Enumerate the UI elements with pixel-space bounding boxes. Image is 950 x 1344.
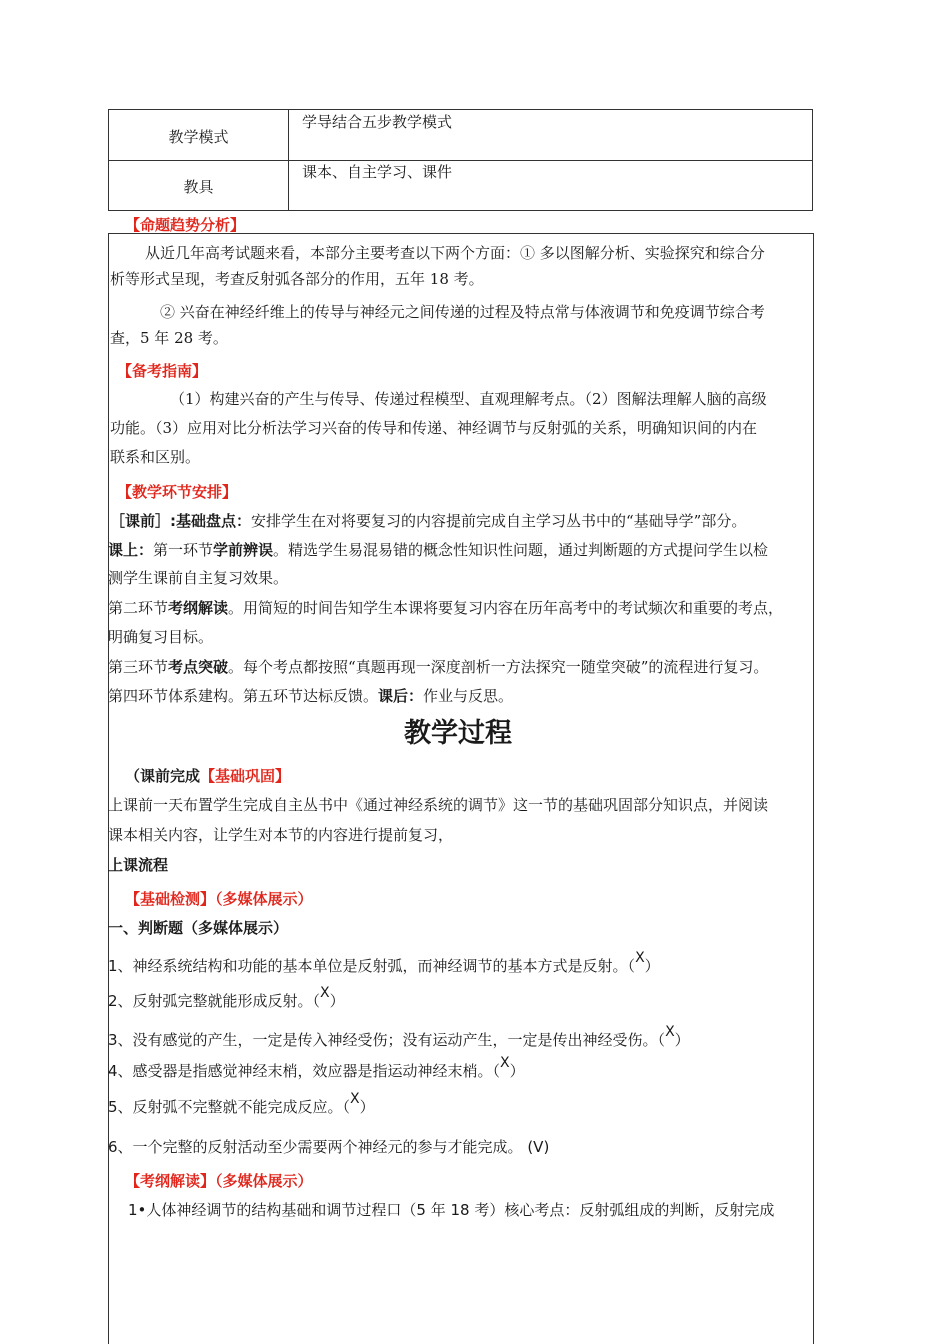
answer-mark: X (635, 950, 645, 966)
arrange-line-6-text: 。每个考点都按照“真题再现一深度剖析一方法探究一随堂突破”的流程进行复习。 (228, 658, 769, 676)
guide-heading: 【备考指南】 (117, 362, 208, 380)
arrange-heading: 【教学环节安排】 (117, 483, 238, 501)
process-line-2: 课本相关内容，让学生对本节的内容进行提前复习， (108, 826, 454, 844)
step-one-prefix: 第一环节 (153, 541, 214, 559)
answer-mark: X (350, 1091, 360, 1107)
arrange-line-1 (110, 507, 746, 537)
judge-item-6 (108, 1133, 549, 1163)
judge-item-close: ） (359, 1098, 375, 1116)
in-class-label: 课上： (108, 541, 154, 559)
arrange-line-4-text: 。用简短的时间告知学生本课将要复习内容在历年高考中的考试频次和重要的考点， (228, 599, 784, 617)
row-label (109, 110, 289, 160)
arrange-line-7-text: 作业与反思。 (423, 687, 514, 705)
arrange-line-3: 测学生课前自主复习效果。 (108, 569, 289, 587)
step-two-name: 考纲解读 (168, 599, 229, 617)
steps-four-five: 第四环节体系建构。第五环节达标反馈。 (108, 687, 379, 705)
pre-class-label: （课前完成 (125, 767, 201, 785)
step-three-prefix: 第三环节 (108, 658, 169, 676)
pre-class-tag: ［课前］: (110, 512, 176, 530)
judge-item-3 (108, 1026, 690, 1057)
trend-heading: 【命题趋势分析】 (125, 216, 246, 234)
page-title: 教学过程 (404, 718, 512, 749)
pre-class-heading (125, 765, 290, 786)
mode-label: 教学模式 (168, 128, 229, 146)
judge-heading: 一、判断题（多媒体展示） (108, 919, 289, 937)
trend-line-1: 从近几年高考试题来看，本部分主要考查以下两个方面：① 多以图解分析、实验探究和综合分 (145, 244, 765, 262)
step-two-prefix: 第二环节 (108, 599, 169, 617)
trend-line-4: 查，5 年 28 考。 (110, 329, 228, 347)
answer-mark: X (665, 1024, 675, 1040)
outline-suffix: （多媒体展示） (215, 1172, 313, 1190)
judge-item-close: ） (644, 957, 660, 975)
judge-item-text: 3、没有感觉的产生，一定是传入神经受伤；没有运动产生，一定是传出神经受伤。（ (108, 1031, 666, 1049)
trend-line-3: ② 兴奋在神经纤维上的传导与神经元之间传递的过程及特点常与体液调节和免疫调节综合考 (160, 303, 765, 321)
judge-item-close: ） (329, 992, 345, 1010)
judge-item-text: 6、一个完整的反射活动至少需要两个神经元的参与才能完成。 (108, 1138, 523, 1156)
outline-label: 【考纲解读】 (125, 1172, 216, 1190)
arrange-line-4 (108, 594, 783, 624)
judge-item-5 (108, 1093, 375, 1124)
table-row-tools (109, 160, 812, 210)
guide-line-2: 功能。（3）应用对比分析法学习兴奋的传导和传递、神经调节与反射弧的关系，明确知识间的内在 (110, 419, 758, 437)
arrange-line-2-text: 。精选学生易混易错的概念性知识性问题，通过判断题的方式提问学生以检 (273, 541, 769, 559)
info-table (108, 109, 813, 211)
step-three-name: 考点突破 (168, 658, 229, 676)
check-heading (125, 888, 313, 909)
consolidation-label: 【基础巩固】 (200, 767, 291, 785)
check-suffix: （多媒体展示） (215, 890, 313, 908)
step-one-name: 学前辨误 (213, 541, 274, 559)
judge-item-text: 2、反射弧完整就能形成反射。（ (108, 992, 321, 1010)
judge-item-text: 4、感受器是指感觉神经末梢，效应器是指运动神经末梢。（ (108, 1062, 501, 1080)
flow-heading: 上课流程 (108, 856, 169, 874)
judge-item-1 (108, 952, 660, 983)
judge-item-close: ） (674, 1031, 690, 1049)
row-label (109, 160, 289, 210)
judge-item-close: ） (509, 1062, 525, 1080)
guide-line-1: （1）构建兴奋的产生与传导、传递过程模型、直观理解考点。（2）图解法理解人脑的高级 (170, 390, 767, 408)
guide-line-3: 联系和区别。 (110, 448, 201, 466)
after-class-label: 课后： (378, 687, 424, 705)
process-line-1: 上课前一天布置学生完成自主丛书中《通过神经系统的调节》这一节的基础巩固部分知识点，并阅读 (108, 796, 769, 814)
basic-review-label: 基础盘点： (176, 512, 252, 530)
outline-heading (125, 1170, 313, 1191)
tools-value: 课本、自主学习、课件 (302, 163, 453, 181)
arrange-line-7 (108, 682, 513, 712)
judge-item-text: 1、神经系统结构和功能的基本单位是反射弧，而神经调节的基本方式是反射。（ (108, 957, 636, 975)
outline-line-1: 1•人体神经调节的结构基础和调节过程口（5 年 18 考）核心考点：反射弧组成的判断，反射完成 (128, 1201, 775, 1219)
arrange-line-1-text: 安排学生在对将要复习的内容提前完成自主学习丛书中的“基础导学”部分。 (251, 512, 747, 530)
mode-value: 学导结合五步教学模式 (302, 113, 453, 131)
arrange-line-6 (108, 653, 768, 683)
answer-mark: (V) (527, 1138, 550, 1156)
arrange-line-2 (108, 536, 768, 566)
judge-item-text: 5、反射弧不完整就不能完成反应。（ (108, 1098, 351, 1116)
judge-item-2 (108, 987, 345, 1018)
arrange-line-5: 明确复习目标。 (108, 628, 214, 646)
judge-item-4 (108, 1057, 525, 1088)
answer-mark: X (320, 985, 330, 1001)
answer-mark: X (500, 1055, 510, 1071)
table-row-mode (109, 110, 812, 161)
check-label: 【基础检测】 (125, 890, 216, 908)
tools-label: 教具 (183, 178, 214, 196)
trend-line-2: 析等形式呈现，考查反射弧各部分的作用，五年 18 考。 (110, 270, 484, 288)
